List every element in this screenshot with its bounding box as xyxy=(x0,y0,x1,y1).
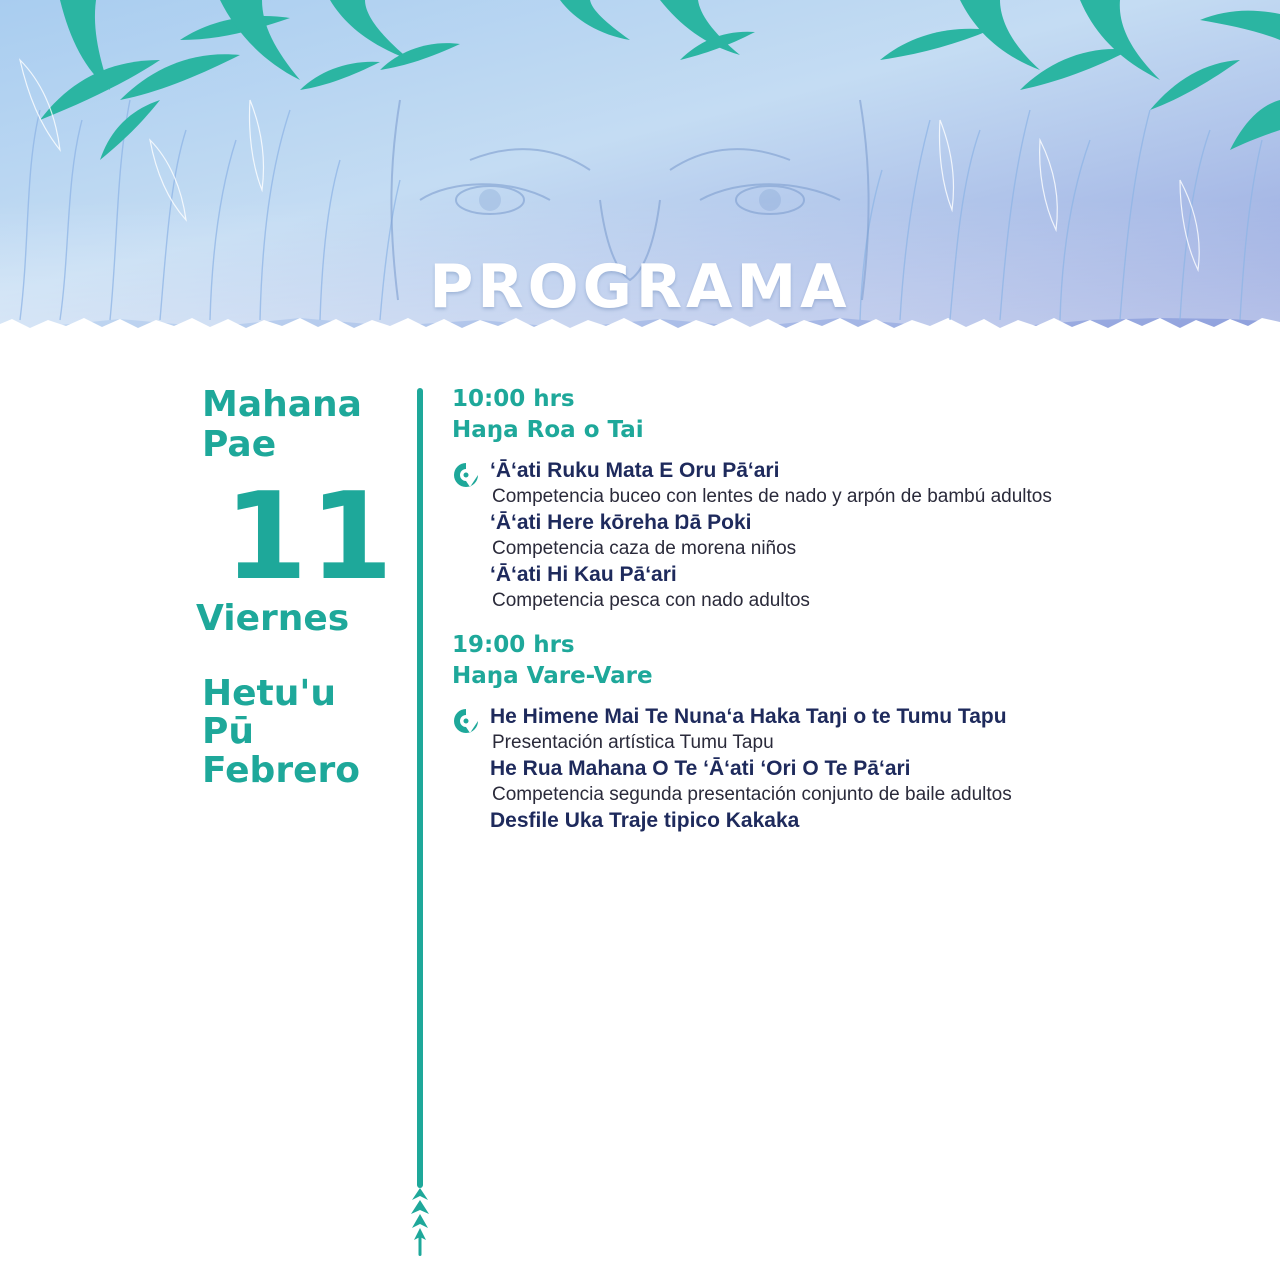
block-time: 10:00 hrs xyxy=(452,386,575,412)
event-description: Competencia caza de morena niños xyxy=(492,538,797,559)
event-title: ʻĀʻati Here kōreha Ŋā Poki xyxy=(490,511,752,534)
event-item xyxy=(490,510,1232,562)
event-item xyxy=(490,756,1232,808)
event-title: He Rua Mahana O Te ʻĀʻati ʻOri O Te Pāʻari xyxy=(490,757,911,780)
block-time: 19:00 hrs xyxy=(452,632,575,658)
header-banner xyxy=(0,0,1280,345)
page-title: PROGRAMA xyxy=(429,252,851,322)
event-title: ʻĀʻati Hi Kau Pāʻari xyxy=(490,563,677,586)
month-line1: Hetu'u Pū xyxy=(202,673,337,752)
day-name-line1: Mahana xyxy=(202,384,362,425)
event-item xyxy=(490,562,1232,614)
date-column xyxy=(196,384,395,791)
event-description: Competencia segunda presentación conjunto de baile adultos xyxy=(492,784,1012,805)
event-description: Competencia pesca con nado adultos xyxy=(492,590,810,611)
day-number: 11 xyxy=(224,468,395,607)
spear-icon xyxy=(404,388,436,1258)
block-place: Haŋa Vare-Vare xyxy=(452,663,653,689)
event-list xyxy=(452,458,1232,614)
location-pin-icon xyxy=(452,707,480,735)
block-place: Haŋa Roa o Tai xyxy=(452,417,644,443)
location-pin-icon xyxy=(452,461,480,489)
schedule-block-morning xyxy=(452,384,1232,614)
event-title: Desfile Uka Traje tipico Kakaka xyxy=(490,809,800,832)
month-line2: Febrero xyxy=(202,750,360,791)
event-item xyxy=(490,458,1232,510)
event-item xyxy=(490,808,1232,834)
event-description: Presentación artística Tumu Tapu xyxy=(492,732,774,753)
day-name-line2: Pae xyxy=(202,424,277,465)
event-title: He Himene Mai Te Nunaʻa Haka Taŋi o te Tumu Tapu xyxy=(490,705,1007,728)
schedule xyxy=(452,384,1232,850)
schedule-block-evening xyxy=(452,630,1232,834)
event-list xyxy=(452,704,1232,834)
event-title: ʻĀʻati Ruku Mata E Oru Pāʻari xyxy=(490,459,780,482)
event-item xyxy=(490,704,1232,756)
weekday: Viernes xyxy=(196,598,350,639)
event-description: Competencia buceo con lentes de nado y arpón de bambú adultos xyxy=(492,486,1052,507)
